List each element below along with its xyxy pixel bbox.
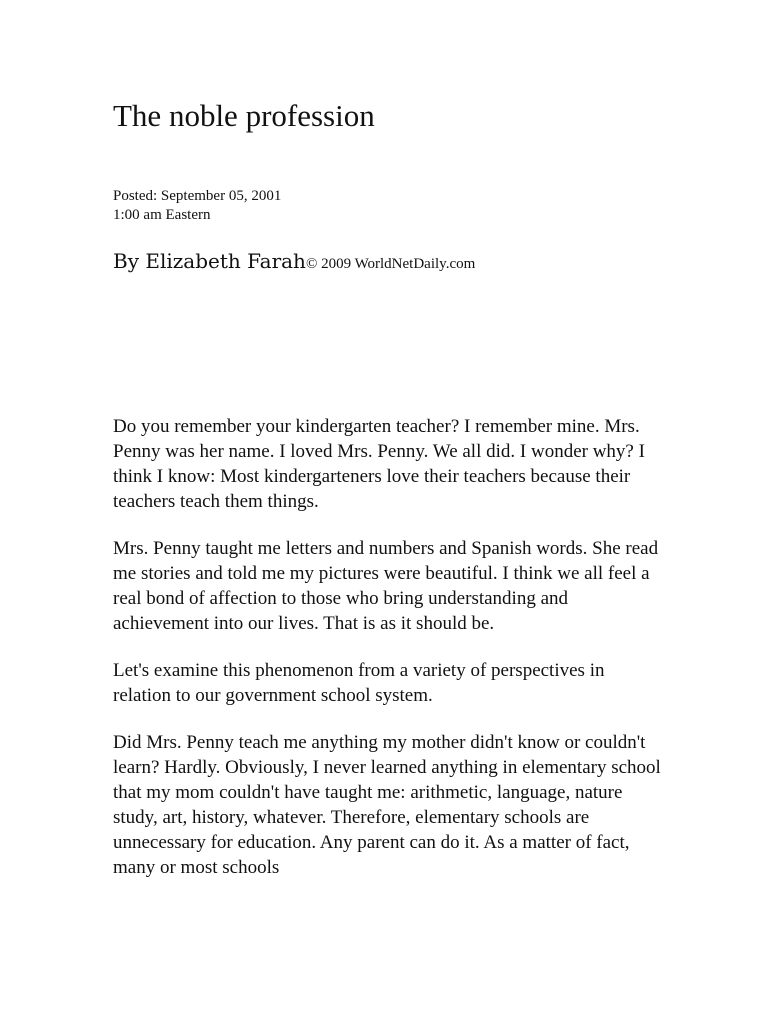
posted-date [113, 187, 281, 225]
author-name: By Elizabeth Farah [113, 249, 306, 273]
byline [113, 246, 475, 279]
body-paragraph: Mrs. Penny taught me letters and numbers and Spanish words. She read me stories and told me my pictures were beautiful. I think we all feel a real bond of affection to those who bring understanding and achievement into our lives. That is as it should be. [113, 538, 659, 634]
article-body [113, 414, 673, 902]
body-paragraph: Did Mrs. Penny teach me anything my mother didn't know or couldn't learn? Hardly. Obviously, I never learned anything in elementary school that my mom couldn't have taught me: arithmetic, language, nature study, art, history, whatever. Therefore, elementary schools are unnecessary for education. Any parent can do it. As a matter of fact, many or most schools [113, 732, 661, 878]
article-title: The noble profession [113, 98, 375, 133]
copyright-notice: © 2009 WorldNetDaily.com [305, 256, 476, 272]
body-paragraph: Let's examine this phenomenon from a variety of perspectives in relation to our government school system. [113, 660, 605, 706]
posted-time-line: 1:00 am Eastern [113, 207, 211, 223]
posted-date-line: Posted: September 05, 2001 [113, 188, 282, 204]
body-paragraph: Do you remember your kindergarten teacher? I remember mine. Mrs. Penny was her name. I loved Mrs. Penny. We all did. I wonder why? I think I know: Most kindergarteners love their teachers because their teachers teach them things. [113, 416, 645, 512]
